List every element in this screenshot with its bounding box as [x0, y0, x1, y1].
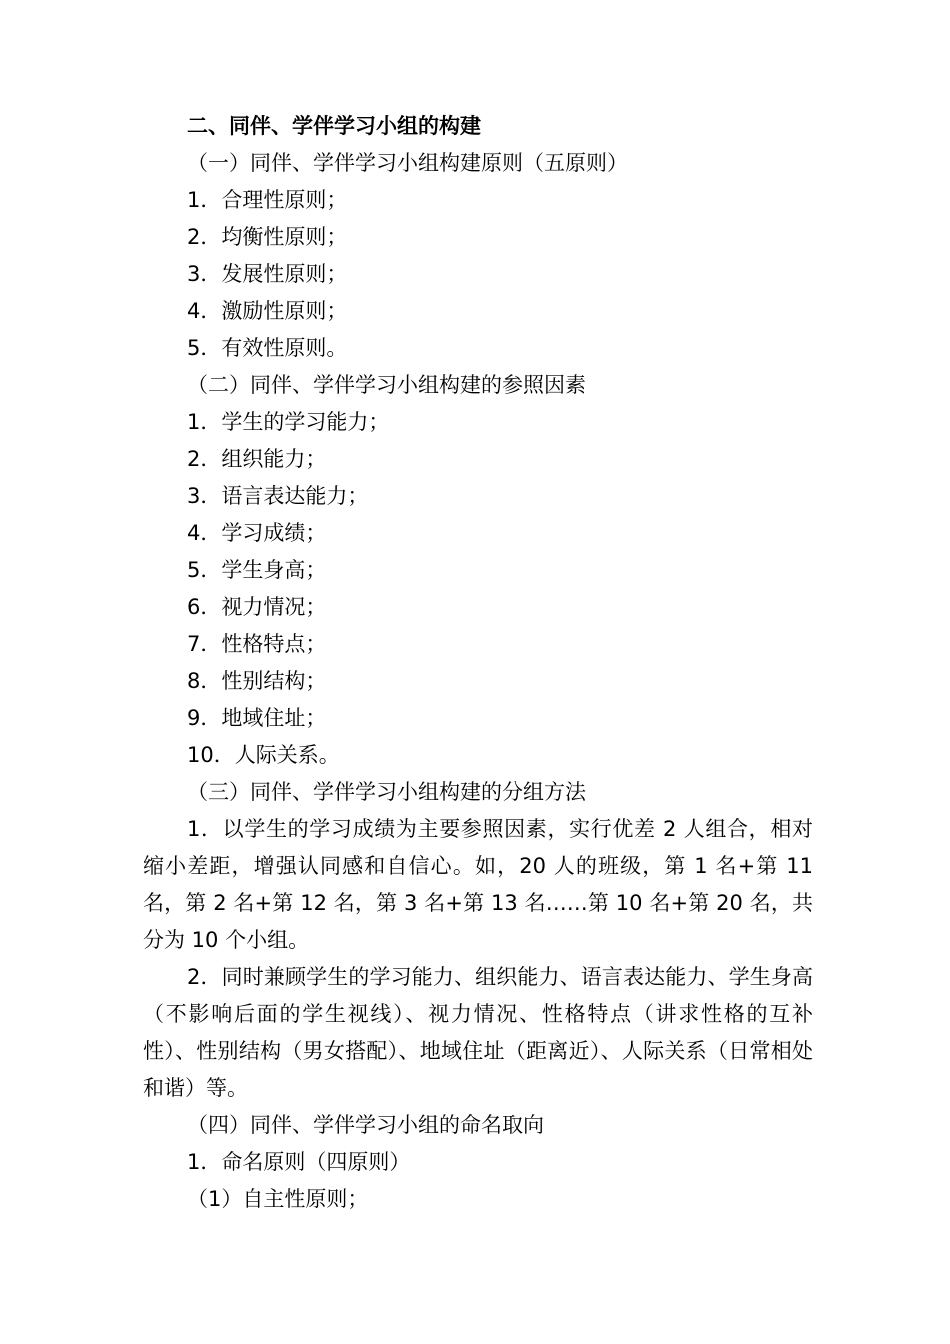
part2-heading: （二）同伴、学伴学习小组构建的参照因素 — [187, 373, 586, 397]
part1-item: 4．激励性原则； — [187, 299, 348, 323]
part1-item: 2．均衡性原则； — [187, 225, 348, 249]
part4-subitem-1: （1）自主性原则； — [187, 1187, 369, 1211]
part1-item: 3．发展性原则； — [187, 262, 348, 286]
part2-item: 9．地域住址； — [187, 706, 327, 730]
part2-item: 6．视力情况； — [187, 595, 327, 619]
part4-heading: （四）同伴、学伴学习小组的命名取向 — [187, 1113, 544, 1137]
part2-item: 7．性格特点； — [187, 632, 327, 656]
part3-paragraph-2: 2．同时兼顾学生的学习能力、组织能力、语言表达能力、学生身高（不影响后面的学生视线）、视力情况、性格特点（讲求性格的互补性）、性别结构（男女搭配）、地域住址（距离近）、人际关系（日常相处和谐）等。 — [143, 965, 813, 1100]
part2-item: 4．学习成绩； — [187, 521, 327, 545]
part3-paragraph-1: 1．以学生的学习成绩为主要参照因素，实行优差 2 人组合，相对缩小差距，增强认同感和自信心。如，20 人的班级，第 1 名+第 11 名，第 2 名+第 12 名，第 3 名+第 13 名……第 10 名+第 20 名，共分为 10 个小组。 — [143, 817, 813, 952]
part2-item: 3．语言表达能力； — [187, 484, 369, 508]
part2-item: 8．性别结构； — [187, 669, 327, 693]
part2-item: 10．人际关系。 — [187, 743, 340, 767]
section-title: 二、同伴、学伴学习小组的构建 — [187, 114, 481, 138]
part2-item: 2．组织能力； — [187, 447, 327, 471]
part4-item-1: 1．命名原则（四原则） — [187, 1150, 411, 1174]
part3-heading: （三）同伴、学伴学习小组构建的分组方法 — [187, 780, 586, 804]
part1-item: 5．有效性原则。 — [187, 336, 348, 360]
part2-item: 5．学生身高； — [187, 558, 327, 582]
part2-item: 1．学生的学习能力； — [187, 410, 390, 434]
part1-item: 1．合理性原则； — [187, 188, 348, 212]
part1-heading: （一）同伴、学伴学习小组构建原则（五原则） — [187, 151, 628, 175]
document-body — [143, 108, 813, 1218]
